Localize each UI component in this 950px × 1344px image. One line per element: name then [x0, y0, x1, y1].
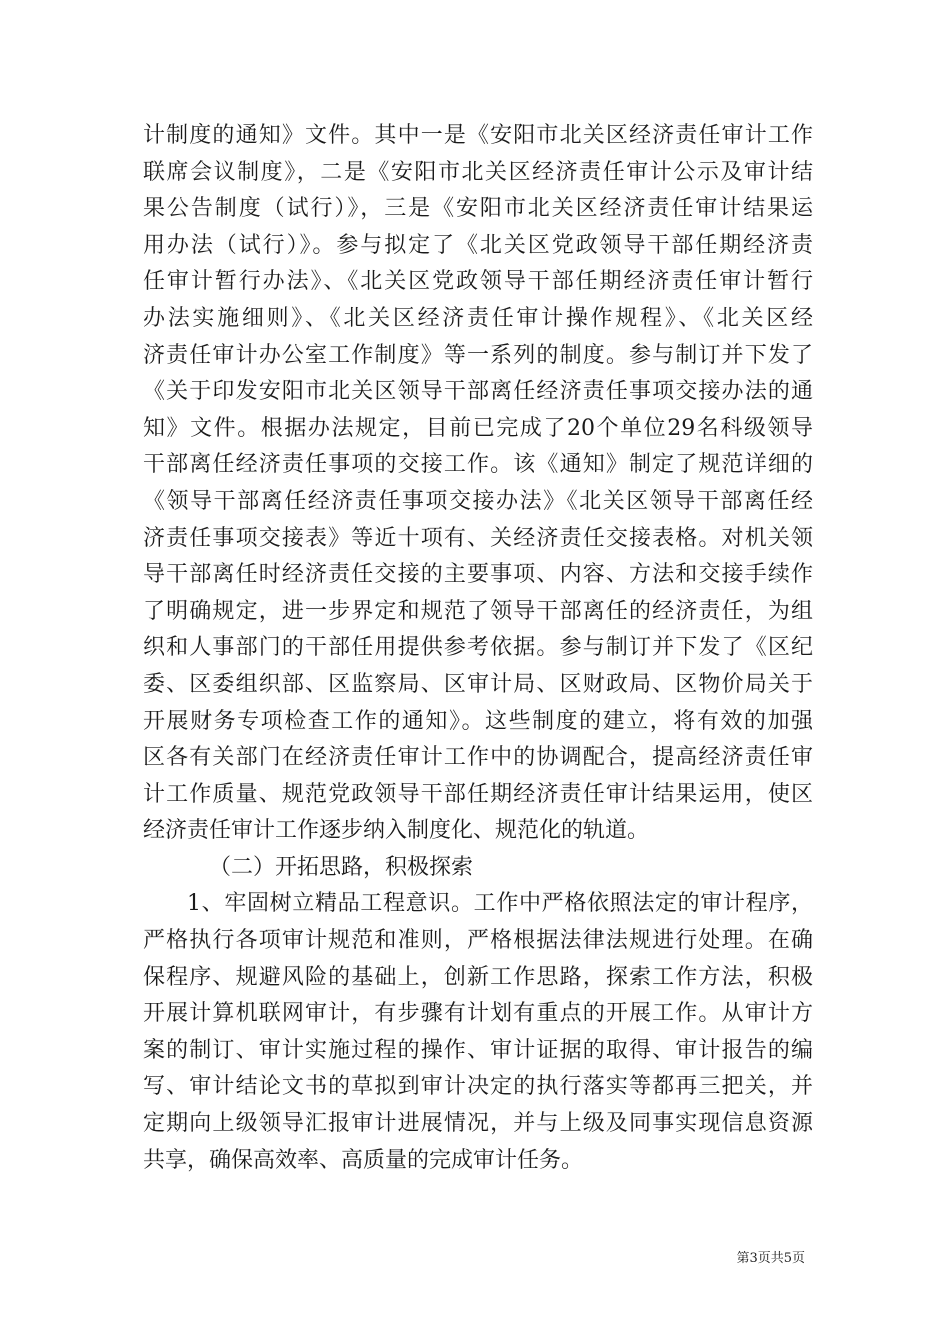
text-line: 济责任事项交接表》等近十项有、关经济责任交接表格。对机关领	[143, 525, 813, 551]
text-line: 计工作质量、规范党政领导干部任期经济责任审计结果运用，使区	[143, 781, 813, 807]
text-line: 保程序、规避风险的基础上，创新工作思路，探索工作方法，积极	[143, 964, 813, 990]
text-line: 果公告制度（试行）》，三是《安阳市北关区经济责任审计结果运	[143, 196, 813, 222]
text-line: 开展财务专项检查工作的通知》。这些制度的建立，将有效的加强	[143, 708, 813, 734]
text-line: 任审计暂行办法》、《北关区党政领导干部任期经济责任审计暂行	[143, 269, 813, 295]
text-line: 《关于印发安阳市北关区领导干部离任经济责任事项交接办法的通	[143, 379, 813, 405]
text-line: 严格执行各项审计规范和准则，严格根据法律法规进行处理。在确	[143, 928, 813, 954]
text-line: 联席会议制度》，二是《安阳市北关区经济责任审计公示及审计结	[143, 159, 813, 185]
document-body	[143, 118, 813, 1179]
text-line: 办法实施细则》、《北关区经济责任审计操作规程》、《北关区经	[143, 305, 813, 331]
text-line: 案的制订、审计实施过程的操作、审计证据的取得、审计报告的编	[143, 1037, 813, 1063]
text-line: 了明确规定，进一步界定和规范了领导干部离任的经济责任，为组	[143, 598, 813, 624]
text-line: 开展计算机联网审计，有步骤有计划有重点的开展工作。从审计方	[143, 1001, 813, 1027]
text-line: 干部离任经济责任事项的交接工作。该《通知》制定了规范详细的	[143, 452, 813, 478]
text-line: 《领导干部离任经济责任事项交接办法》《北关区领导干部离任经	[143, 488, 813, 514]
text-line: 知》文件。根据办法规定，目前已完成了20个单位29名科级领导	[143, 415, 813, 441]
text-line: 写、审计结论文书的草拟到审计决定的执行落实等都再三把关，并	[143, 1074, 813, 1100]
section-heading: （二）开拓思路，积极探索	[209, 854, 474, 880]
text-line: 共享，确保高效率、高质量的完成审计任务。	[143, 1147, 584, 1173]
text-line: 区各有关部门在经济责任审计工作中的协调配合，提高经济责任审	[143, 745, 813, 771]
text-line: 定期向上级领导汇报审计进展情况，并与上级及同事实现信息资源	[143, 1111, 813, 1137]
text-line: 委、区委组织部、区监察局、区审计局、区财政局、区物价局关于	[143, 671, 813, 697]
text-line: 1、牢固树立精品工程意识。工作中严格依照法定的审计程序，	[187, 891, 813, 917]
text-line: 导干部离任时经济责任交接的主要事项、内容、方法和交接手续作	[143, 562, 813, 588]
text-line: 用办法（试行）》。参与拟定了《北关区党政领导干部任期经济责	[143, 232, 813, 258]
text-line: 经济责任审计工作逐步纳入制度化、规范化的轨道。	[143, 818, 650, 844]
page-number-footer: 第3页共5页	[736, 1251, 805, 1266]
text-line: 济责任审计办公室工作制度》等一系列的制度。参与制订并下发了	[143, 342, 813, 368]
text-line: 织和人事部门的干部任用提供参考依据。参与制订并下发了《区纪	[143, 635, 813, 661]
text-line: 计制度的通知》文件。其中一是《安阳市北关区经济责任审计工作	[143, 123, 813, 148]
